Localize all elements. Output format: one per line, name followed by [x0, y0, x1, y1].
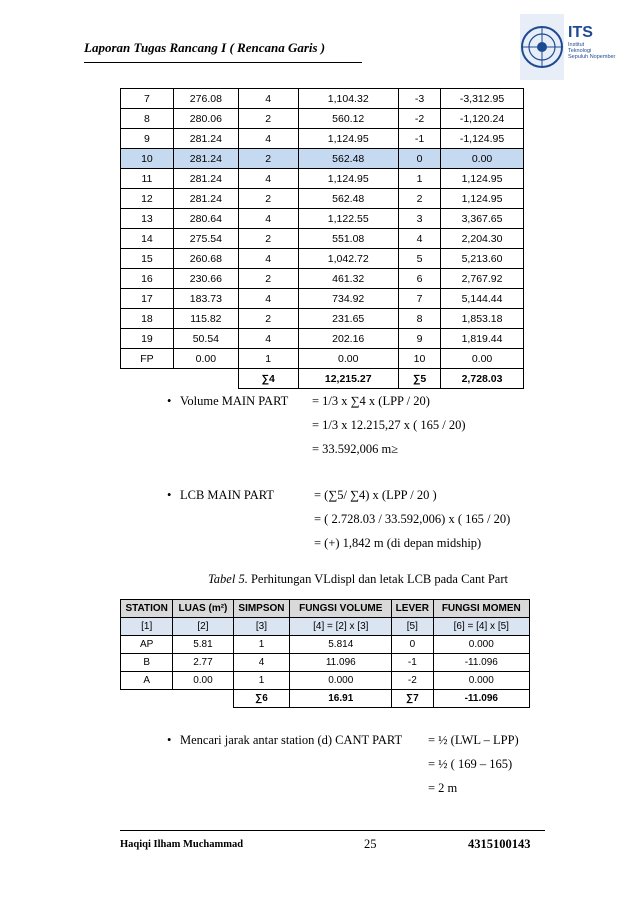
table-cell: 0.000: [433, 672, 529, 690]
caption-label: Tabel 5.: [208, 572, 248, 586]
table-cell: 11.096: [290, 654, 392, 672]
table-cell: 231.65: [298, 309, 398, 329]
table-cell: 0.00: [441, 149, 524, 169]
column-subheader: [2]: [173, 618, 233, 636]
table-row: [121, 309, 524, 329]
jarak-line2: = ½ ( 169 – 165): [428, 757, 513, 771]
table-cell: 562.48: [298, 149, 398, 169]
column-header: LUAS (m²): [173, 600, 233, 618]
table-row: [121, 109, 524, 129]
logo-name: ITS: [568, 24, 593, 41]
table-cell: 5,144.44: [441, 289, 524, 309]
lcb-line1: = (∑5/ ∑4) x (LPP / 20 ): [314, 488, 437, 502]
table-cell: 202.16: [298, 329, 398, 349]
sum-label-5: ∑5: [398, 369, 440, 389]
table-row: [121, 349, 524, 369]
header-row: [121, 600, 530, 618]
cant-part-table: [120, 599, 530, 708]
table-cell: 0.00: [298, 349, 398, 369]
table-cell: 4: [238, 209, 298, 229]
table-cell: 8: [121, 109, 174, 129]
table-cell: 15: [121, 249, 174, 269]
lcb-line3: = (+) 1,842 m (di depan midship): [314, 536, 482, 550]
table-cell: 1: [233, 636, 290, 654]
table-cell: 1,853.18: [441, 309, 524, 329]
table-row: [121, 189, 524, 209]
table-cell: 5,213.60: [441, 249, 524, 269]
volume-line1: = 1/3 x ∑4 x (LPP / 20): [312, 394, 430, 408]
table-cell: 8: [398, 309, 440, 329]
table-cell: 1,124.95: [298, 169, 398, 189]
table-cell: 1,124.95: [298, 129, 398, 149]
table-cell: 461.32: [298, 269, 398, 289]
empty-cell: [173, 690, 233, 708]
table-cell: 7: [121, 89, 174, 109]
table-cell: 280.64: [173, 209, 238, 229]
header-rule: [84, 62, 362, 63]
jarak-line3: = 2 m: [428, 781, 458, 795]
table-cell: 10: [121, 149, 174, 169]
table-cell: 115.82: [173, 309, 238, 329]
table-cell: -2: [398, 109, 440, 129]
jarak-label: Mencari jarak antar station (d) CANT PART: [180, 733, 403, 747]
table-cell: 2,767.92: [441, 269, 524, 289]
table-cell: -2: [392, 672, 433, 690]
table-cell: 3,367.65: [441, 209, 524, 229]
table-cell: 0.00: [173, 672, 233, 690]
table-cell: 2: [238, 149, 298, 169]
table-cell: 19: [121, 329, 174, 349]
table-cell: 0: [392, 636, 433, 654]
table-caption: [208, 572, 508, 587]
table-cell: 0.000: [433, 636, 529, 654]
table-cell: 2: [238, 189, 298, 209]
table-cell: 4: [238, 89, 298, 109]
table-cell: 9: [398, 329, 440, 349]
table-cell: 551.08: [298, 229, 398, 249]
table-cell: 281.24: [173, 189, 238, 209]
volume-line2: = 1/3 x 12.215,27 x ( 165 / 20): [312, 418, 466, 432]
column-header: LEVER: [392, 600, 433, 618]
table-cell: 2: [238, 269, 298, 289]
empty-cell: [121, 690, 173, 708]
sum-label-6: ∑6: [233, 690, 290, 708]
table-cell: 2,204.30: [441, 229, 524, 249]
logo-line2: Teknologi: [568, 48, 592, 54]
table-cell: 14: [121, 229, 174, 249]
table-cell: B: [121, 654, 173, 672]
table-cell: 2.77: [173, 654, 233, 672]
table-cell: 0.00: [441, 349, 524, 369]
table-cell: 18: [121, 309, 174, 329]
table-cell: 12: [121, 189, 174, 209]
table-cell: 4: [238, 249, 298, 269]
table-cell: 1: [233, 672, 290, 690]
volume-label: Volume MAIN PART: [180, 394, 289, 408]
table-cell: 7: [398, 289, 440, 309]
lcb-line2: = ( 2.728.03 / 33.592,006) x ( 165 / 20): [314, 512, 511, 526]
table-cell: 260.68: [173, 249, 238, 269]
table-cell: 4: [238, 129, 298, 149]
sum-label-7: ∑7: [392, 690, 433, 708]
table-cell: 562.48: [298, 189, 398, 209]
table-cell: FP: [121, 349, 174, 369]
table-cell: 4: [238, 289, 298, 309]
table-cell: 17: [121, 289, 174, 309]
table-cell: -1: [398, 129, 440, 149]
sum-value-5: 2,728.03: [441, 369, 524, 389]
table-cell: -1,124.95: [441, 129, 524, 149]
table-cell: 5.814: [290, 636, 392, 654]
table-cell: 1: [238, 349, 298, 369]
volume-line3: = 33.592,006 m≥: [312, 442, 399, 456]
table-cell: 0: [398, 149, 440, 169]
column-subheader: [3]: [233, 618, 290, 636]
table-cell: 6: [398, 269, 440, 289]
table-row: [121, 636, 530, 654]
table-cell: -1,120.24: [441, 109, 524, 129]
column-header: STATION: [121, 600, 173, 618]
sum-label-4: ∑4: [238, 369, 298, 389]
table-cell: 4: [398, 229, 440, 249]
table-cell: 1,819.44: [441, 329, 524, 349]
table-row: [121, 672, 530, 690]
table-cell: 5: [398, 249, 440, 269]
table-cell: 16: [121, 269, 174, 289]
table-row: [121, 169, 524, 189]
bullet-icon: •: [167, 733, 172, 747]
table-cell: 13: [121, 209, 174, 229]
column-header: FUNGSI MOMEN: [433, 600, 529, 618]
table-cell: 1,104.32: [298, 89, 398, 109]
jarak-line1: = ½ (LWL – LPP): [428, 733, 519, 747]
table-cell: 2: [398, 189, 440, 209]
bullet-icon: •: [167, 394, 172, 408]
column-subheader: [1]: [121, 618, 173, 636]
table-cell: 5.81: [173, 636, 233, 654]
logo-line3: Sepuluh Nopember: [568, 54, 616, 60]
table-cell: 2: [238, 109, 298, 129]
column-subheader: [4] = [2] x [3]: [290, 618, 392, 636]
sum-value-6: 16.91: [290, 690, 392, 708]
table-cell: 2: [238, 229, 298, 249]
table-row: [121, 89, 524, 109]
footer-author: Haqiqi Ilham Muchammad: [120, 839, 244, 850]
sum-row: [121, 369, 524, 389]
empty-cell: [173, 369, 238, 389]
table-cell: -3: [398, 89, 440, 109]
table-row: [121, 149, 524, 169]
sum-value-4: 12,215.27: [298, 369, 398, 389]
table-cell: 280.06: [173, 109, 238, 129]
table-cell: 734.92: [298, 289, 398, 309]
footer-page-number: 25: [364, 837, 377, 851]
table-cell: 11: [121, 169, 174, 189]
table-cell: 275.54: [173, 229, 238, 249]
table-row: [121, 249, 524, 269]
column-header: FUNGSI VOLUME: [290, 600, 392, 618]
table-cell: 50.54: [173, 329, 238, 349]
table-cell: 230.66: [173, 269, 238, 289]
table-cell: 1,122.55: [298, 209, 398, 229]
page-header-title: Laporan Tugas Rancang I ( Rencana Garis ): [84, 40, 326, 55]
table-cell: 0.000: [290, 672, 392, 690]
table-row: [121, 289, 524, 309]
table-row: [121, 654, 530, 672]
table-cell: 3: [398, 209, 440, 229]
table-cell: -3,312.95: [441, 89, 524, 109]
subheader-row: [121, 618, 530, 636]
table-cell: 1,124.95: [441, 169, 524, 189]
column-header: SIMPSON: [233, 600, 290, 618]
sum-row: [121, 690, 530, 708]
table-cell: 0.00: [173, 349, 238, 369]
column-subheader: [5]: [392, 618, 433, 636]
table-cell: 1,124.95: [441, 189, 524, 209]
sum-value-7: -11.096: [433, 690, 529, 708]
main-part-table: [120, 88, 524, 389]
table-cell: 276.08: [173, 89, 238, 109]
logo-line1: Institut: [568, 42, 585, 48]
table-cell: 281.24: [173, 169, 238, 189]
table-cell: 9: [121, 129, 174, 149]
column-subheader: [6] = [4] x [5]: [433, 618, 529, 636]
bullet-icon: •: [167, 488, 172, 502]
footer-rule: [120, 830, 545, 831]
table-cell: 4: [238, 169, 298, 189]
table-cell: 10: [398, 349, 440, 369]
table-cell: 281.24: [173, 149, 238, 169]
empty-cell: [121, 369, 174, 389]
table-cell: -11.096: [433, 654, 529, 672]
logo-text: [568, 24, 615, 60]
table-cell: 1,042.72: [298, 249, 398, 269]
table-row: [121, 209, 524, 229]
caption-text: Perhitungan VLdispl dan letak LCB pada Cant Part: [247, 572, 508, 586]
table-cell: A: [121, 672, 173, 690]
table-cell: 2: [238, 309, 298, 329]
table-row: [121, 329, 524, 349]
table-cell: 4: [238, 329, 298, 349]
lcb-label: LCB MAIN PART: [180, 488, 274, 502]
table-cell: 4: [233, 654, 290, 672]
table-cell: 183.73: [173, 289, 238, 309]
table-row: [121, 269, 524, 289]
table-cell: 560.12: [298, 109, 398, 129]
table-cell: 281.24: [173, 129, 238, 149]
table-row: [121, 129, 524, 149]
footer-student-id: 4315100143: [468, 837, 531, 851]
table-cell: 1: [398, 169, 440, 189]
table-cell: AP: [121, 636, 173, 654]
table-cell: -1: [392, 654, 433, 672]
table-row: [121, 229, 524, 249]
